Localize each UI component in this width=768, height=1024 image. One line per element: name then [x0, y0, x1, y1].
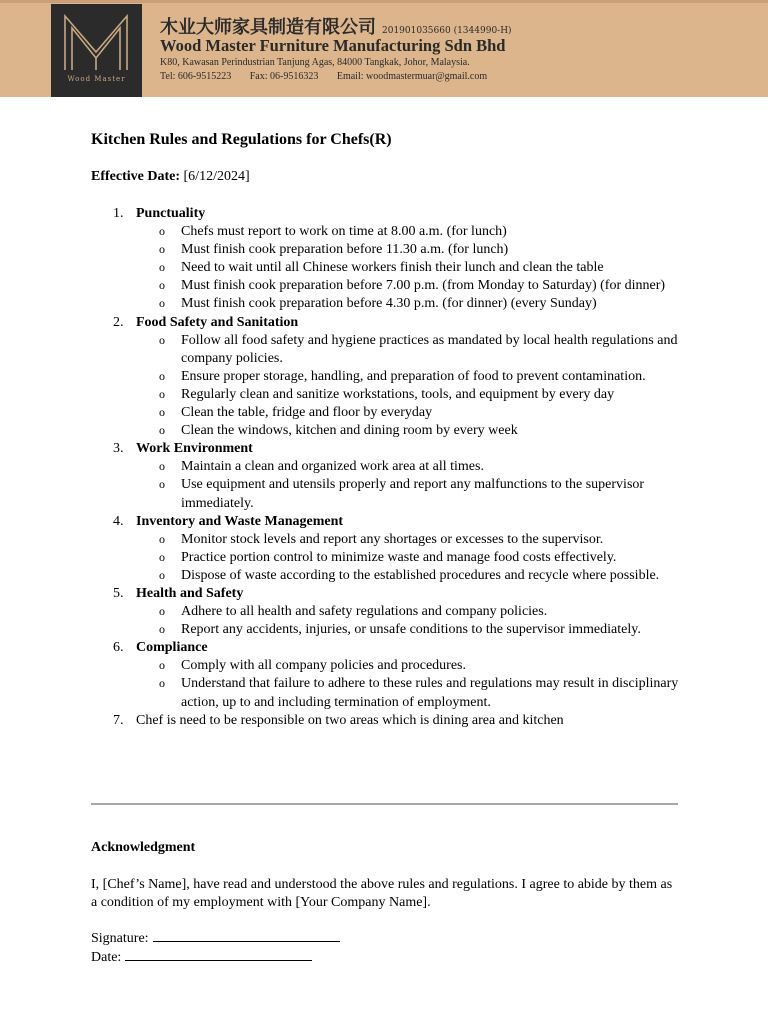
list-item — [136, 458, 681, 476]
effective-date-value: [6/12/2024] — [183, 169, 250, 184]
divider — [91, 803, 678, 805]
list-item — [136, 476, 681, 512]
section-number: 3. — [113, 441, 124, 457]
list-item-text: Monitor stock levels and report any shortages or excesses to the supervisor. — [181, 531, 604, 547]
list-item-text: Clean the table, fridge and floor by everyday — [181, 405, 433, 421]
section-items — [136, 657, 768, 711]
bullet-icon: o — [159, 567, 165, 582]
list-item-text: Adhere to all health and safety regulations and company policies. — [181, 604, 548, 620]
list-item — [136, 549, 681, 567]
rule-section — [0, 712, 768, 730]
bullet-icon: o — [159, 278, 165, 293]
bullet-icon: o — [159, 477, 165, 492]
list-item — [136, 404, 681, 422]
list-item-text: Regularly clean and sanitize workstations, tools, and equipment by every day — [181, 386, 615, 402]
section-title: Inventory and Waste Management — [136, 513, 344, 529]
acknowledgment-title: Acknowledgment — [91, 840, 196, 855]
bullet-icon: o — [159, 405, 165, 420]
rule-section — [0, 513, 768, 585]
section-items — [136, 603, 768, 639]
wood-master-logo-icon — [59, 12, 134, 72]
list-item — [136, 223, 681, 241]
section-items — [136, 458, 768, 512]
rule-section — [0, 205, 768, 314]
list-item-text: Understand that failure to adhere to these rules and regulations may result in disciplinary action, up to and including termination of employment. — [181, 676, 679, 710]
letterhead — [0, 0, 768, 97]
section-number: 7. — [113, 712, 124, 728]
company-email: Email: woodmastermuar@gmail.com — [336, 71, 488, 82]
effective-date — [91, 169, 250, 185]
section-number: 5. — [113, 585, 124, 601]
section-title: Health and Safety — [136, 585, 244, 601]
list-item-text: Follow all food safety and hygiene practices as mandated by local health regulations and company policies. — [181, 332, 678, 366]
list-item-text: Report any accidents, injuries, or unsafe conditions to the supervisor immediately. — [181, 622, 641, 638]
list-item-text: Dispose of waste according to the established procedures and recycle where possible. — [181, 567, 660, 583]
list-item-text: Practice portion control to minimize waste and manage food costs effectively. — [181, 549, 617, 565]
company-name-english: Wood Master Furniture Manufacturing Sdn Bhd — [160, 36, 506, 55]
company-logo — [51, 4, 142, 97]
list-item — [136, 603, 681, 621]
section-title: Punctuality — [136, 206, 206, 221]
rules-list — [0, 205, 768, 730]
section-items — [136, 223, 768, 313]
section-number: 1. — [113, 206, 124, 221]
list-item-text: Maintain a clean and organized work area at all times. — [181, 459, 484, 475]
list-item — [136, 621, 681, 639]
list-item — [136, 259, 681, 277]
list-item-text: Clean the windows, kitchen and dining room by every week — [181, 423, 518, 439]
list-item-text: Must finish cook preparation before 4.30 p.m. (for dinner) (every Sunday) — [181, 296, 597, 312]
list-item — [136, 277, 681, 295]
bullet-icon: o — [159, 224, 165, 239]
bullet-icon: o — [159, 423, 165, 438]
date-label: Date: — [91, 950, 122, 965]
signature-label: Signature: — [91, 931, 149, 946]
effective-date-label: Effective Date: — [91, 169, 181, 184]
rule-section — [0, 639, 768, 711]
list-item-text: Chefs must report to work on time at 8.00 a.m. (for lunch) — [181, 224, 507, 240]
section-number: 4. — [113, 513, 124, 529]
bullet-icon: o — [159, 676, 165, 691]
section-items — [136, 531, 768, 585]
section-text: Chef is need to be responsible on two areas which is dining area and kitchen — [136, 712, 564, 728]
list-item-text: Ensure proper storage, handling, and preparation of food to prevent contamination. — [181, 368, 646, 384]
list-item — [136, 332, 681, 368]
date-line — [91, 948, 340, 967]
list-item — [136, 241, 681, 259]
list-item-text: Must finish cook preparation before 11.30 a.m. (for lunch) — [181, 242, 509, 258]
list-item-text: Must finish cook preparation before 7.00 p.m. (from Monday to Saturday) (for dinner) — [181, 278, 666, 294]
bullet-icon: o — [159, 531, 165, 546]
bullet-icon: o — [159, 604, 165, 619]
bullet-icon: o — [159, 622, 165, 637]
letterhead-edge — [0, 0, 768, 3]
list-item-text: Use equipment and utensils properly and report any malfunctions to the supervisor immediately. — [181, 477, 645, 511]
bullet-icon: o — [159, 549, 165, 564]
registration-number: 201901035660 (1344990-H) — [382, 26, 512, 36]
company-fax: Fax: 06-9516323 — [249, 71, 319, 82]
company-contact — [160, 71, 503, 82]
list-item — [136, 567, 681, 585]
rule-section — [0, 314, 768, 441]
logo-text: Wood Master — [67, 75, 126, 83]
bullet-icon: o — [159, 386, 165, 401]
list-item — [136, 295, 681, 313]
section-items — [136, 332, 768, 441]
list-item-text: Comply with all company policies and procedures. — [181, 658, 466, 674]
company-address: K80, Kawasan Perindustrian Tanjung Agas, 84000 Tangkak, Johor, Malaysia. — [160, 57, 470, 68]
list-item-text: Need to wait until all Chinese workers finish their lunch and clean the table — [181, 260, 604, 276]
section-title: Compliance — [136, 640, 208, 656]
rule-section — [0, 585, 768, 639]
bullet-icon: o — [159, 332, 165, 347]
date-field — [125, 948, 312, 961]
signature-field — [153, 929, 340, 942]
company-tel: Tel: 606-9515223 — [160, 71, 232, 82]
rule-section — [0, 440, 768, 512]
section-number: 6. — [113, 640, 124, 656]
document-title: Kitchen Rules and Regulations for Chefs(R) — [91, 131, 392, 148]
bullet-icon: o — [159, 242, 165, 257]
section-number: 2. — [113, 314, 124, 330]
section-title: Food Safety and Sanitation — [136, 314, 299, 330]
list-item — [136, 386, 681, 404]
bullet-icon: o — [159, 260, 165, 275]
bullet-icon: o — [159, 368, 165, 383]
section-title: Work Environment — [136, 441, 253, 457]
bullet-icon: o — [159, 296, 165, 311]
list-item — [136, 368, 681, 386]
list-item — [136, 531, 681, 549]
acknowledgment-body: I, [Chef’s Name], have read and understood the above rules and regulations. I agree to abide by them as a condition of my employment with [Your Company Name]. — [91, 877, 673, 910]
list-item — [136, 675, 681, 711]
bullet-icon: o — [159, 658, 165, 673]
list-item — [136, 657, 681, 675]
list-item — [136, 422, 681, 440]
bullet-icon: o — [159, 459, 165, 474]
signature-block — [91, 929, 340, 967]
company-name-chinese: 木业大师家具制造有限公司 201901035660 (1344990-H) — [160, 17, 512, 38]
signature-line — [91, 929, 340, 948]
